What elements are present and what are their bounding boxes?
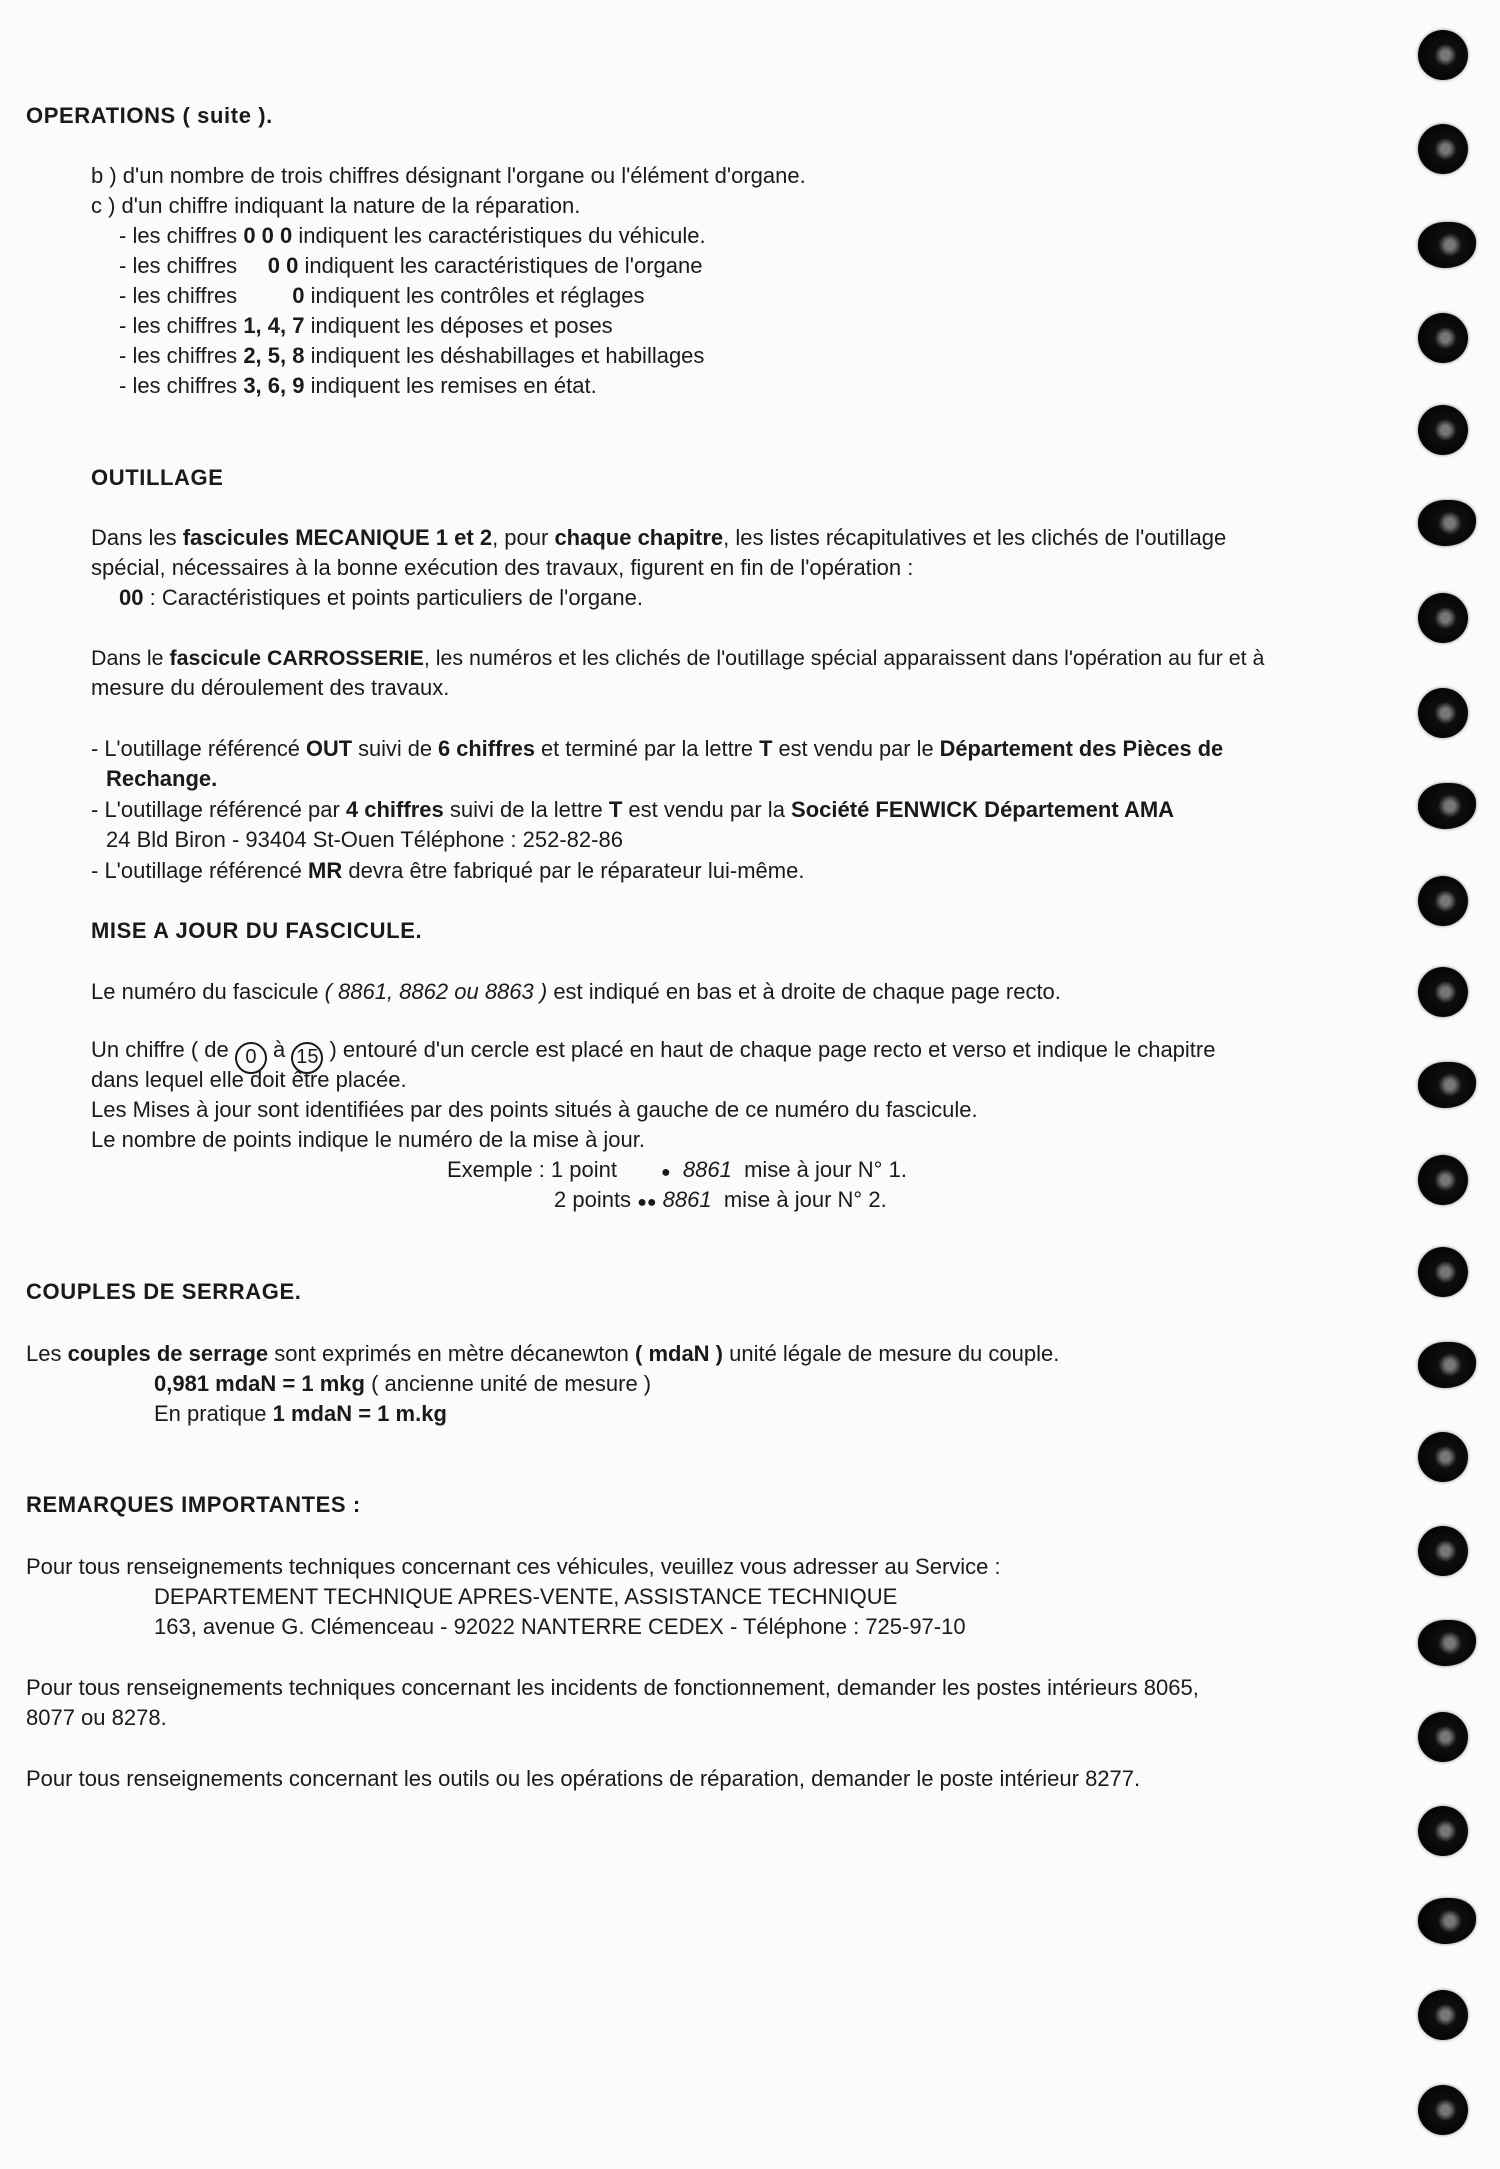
text: sont exprimés en mètre décanewton xyxy=(268,1341,635,1366)
text: ) entouré d'un cercle est placé en haut de chaque page recto et verso et indique le chapitre xyxy=(323,1037,1216,1062)
item-code: 0 0 xyxy=(267,253,299,278)
remarques-p2-line2: 8077 ou 8278. xyxy=(26,1705,167,1730)
operations-line-b: b ) d'un nombre de trois chiffres désignant l'organe ou l'élément d'organe. xyxy=(91,163,806,188)
item-text: indiquent les caractéristiques de l'organe xyxy=(298,253,703,278)
item-code: 0 0 0 xyxy=(243,223,293,248)
mise-a-jour-example-1 xyxy=(447,1155,907,1188)
couples-title: COUPLES DE SERRAGE. xyxy=(26,1279,302,1304)
bold-text: fascicule CARROSSERIE xyxy=(169,646,424,670)
binder-hole xyxy=(1418,500,1476,546)
binder-hole xyxy=(1418,1620,1476,1666)
text: et terminé par la lettre xyxy=(534,736,760,761)
mise-a-jour-example-2 xyxy=(554,1185,887,1218)
binder-hole xyxy=(1418,688,1468,738)
couples-line3 xyxy=(154,1399,447,1429)
binder-hole xyxy=(1418,593,1468,643)
operations-item xyxy=(119,371,597,401)
binder-hole xyxy=(1418,1155,1468,1205)
text: est indiqué en bas et à droite de chaque page recto. xyxy=(547,979,1061,1004)
code: 00 xyxy=(119,585,144,610)
text: mise à jour N° 2. xyxy=(723,1187,887,1212)
mise-a-jour-line3: Les Mises à jour sont identifiées par des points situés à gauche de ce numéro du fascicule. xyxy=(91,1097,978,1122)
text: - L'outillage référencé par xyxy=(91,797,346,822)
outillage-title: OUTILLAGE xyxy=(91,465,224,490)
item-text: - les chiffres xyxy=(119,313,244,338)
text: devra être fabriqué par le réparateur lui-même. xyxy=(342,858,805,883)
item-code: 2, 5, 8 xyxy=(243,343,305,368)
bold-text: T xyxy=(608,797,623,822)
update-dot: ●● xyxy=(637,1194,657,1211)
outillage-p1-line3 xyxy=(119,583,643,613)
circled-number: 0 xyxy=(235,1042,267,1074)
item-text: - les chiffres xyxy=(119,253,244,278)
bold-text: T xyxy=(759,736,773,761)
binder-hole xyxy=(1418,1342,1476,1388)
italic-text: ( 8861, 8862 ou 8863 ) xyxy=(324,979,548,1004)
text: - L'outillage référencé xyxy=(91,858,308,883)
text: suivi de xyxy=(352,736,439,761)
binder-hole xyxy=(1418,30,1468,80)
couples-p1 xyxy=(26,1339,1059,1369)
operations-line-c: c ) d'un chiffre indiquant la nature de la réparation. xyxy=(91,193,581,218)
outillage-p1-line1 xyxy=(91,523,1226,553)
outillage-p1-line2: spécial, nécessaires à la bonne exécution des travaux, figurent en fin de l'opération : xyxy=(91,555,914,580)
text: à xyxy=(266,1037,292,1062)
binder-hole xyxy=(1418,1432,1468,1482)
text: Exemple : 1 point xyxy=(447,1157,617,1182)
text: unité légale de mesure du couple. xyxy=(723,1341,1060,1366)
outillage-bullet-2-line2: 24 Bld Biron - 93404 St-Ouen Téléphone : 252-82-86 xyxy=(106,827,623,852)
remarques-p2: Pour tous renseignements techniques concernant les incidents de fonctionnement, demander les postes intérieurs 8065, xyxy=(26,1675,1199,1700)
binder-hole xyxy=(1418,405,1468,455)
bold-text: Société FENWICK Département AMA xyxy=(791,797,1175,822)
mise-a-jour-p2-line2: dans lequel elle doit être placée. xyxy=(91,1067,407,1092)
bold-text: ( mdaN ) xyxy=(635,1341,723,1366)
operations-item xyxy=(119,341,704,371)
text: Les xyxy=(26,1341,68,1366)
remarques-p1-line2: DEPARTEMENT TECHNIQUE APRES-VENTE, ASSISTANCE TECHNIQUE xyxy=(154,1584,898,1609)
binder-hole xyxy=(1418,967,1468,1017)
outillage-bullet-3 xyxy=(91,856,804,886)
text: Un chiffre ( de xyxy=(91,1037,235,1062)
text: : Caractéristiques et points particuliers de l'organe. xyxy=(143,585,643,610)
item-text: - les chiffres xyxy=(119,223,244,248)
fascicule-number: 8861 xyxy=(682,1157,732,1182)
item-text: indiquent les déposes et poses xyxy=(304,313,613,338)
outillage-p2-line2: mesure du déroulement des travaux. xyxy=(91,675,450,700)
text: ( ancienne unité de mesure ) xyxy=(364,1371,652,1396)
bold-text: 6 chiffres xyxy=(438,736,535,761)
item-text: indiquent les remises en état. xyxy=(304,373,597,398)
binder-hole xyxy=(1418,2085,1468,2135)
text: est vendu par le xyxy=(772,736,940,761)
outillage-bullet-1-line2 xyxy=(106,764,217,794)
operations-item xyxy=(119,221,706,251)
binder-hole xyxy=(1418,1898,1476,1944)
mise-a-jour-title: MISE A JOUR DU FASCICULE. xyxy=(91,918,423,943)
bold-text: Rechange. xyxy=(106,766,218,791)
bold-text: Département des Pièces de xyxy=(939,736,1224,761)
outillage-bullet-2 xyxy=(91,795,1174,825)
text: , les numéros et les clichés de l'outillage spécial apparaissent dans l'opération au fur et à xyxy=(423,646,1265,670)
text: Dans les xyxy=(91,525,183,550)
remarques-title: REMARQUES IMPORTANTES : xyxy=(26,1492,361,1517)
remarques-p1: Pour tous renseignements techniques concernant ces véhicules, veuillez vous adresser au Service : xyxy=(26,1554,1001,1579)
item-code: 1, 4, 7 xyxy=(243,313,305,338)
couples-line2 xyxy=(154,1369,651,1399)
text: , pour xyxy=(492,525,555,550)
bold-text: 4 chiffres xyxy=(345,797,444,822)
binder-hole xyxy=(1418,1806,1468,1856)
bold-text: OUT xyxy=(306,736,353,761)
bold-text: couples de serrage xyxy=(67,1341,269,1366)
text: Dans le xyxy=(91,646,170,670)
item-text: indiquent les caractéristiques du véhicule. xyxy=(292,223,706,248)
binder-hole xyxy=(1418,222,1476,268)
binder-hole xyxy=(1418,1062,1476,1108)
remarques-p1-line3: 163, avenue G. Clémenceau - 92022 NANTERRE CEDEX - Téléphone : 725-97-10 xyxy=(154,1614,966,1639)
binder-hole xyxy=(1418,124,1468,174)
bold-text: 1 mdaN = 1 m.kg xyxy=(272,1401,447,1426)
circled-number: 15 xyxy=(291,1042,323,1074)
operations-item xyxy=(119,251,702,281)
binder-hole xyxy=(1418,1712,1468,1762)
binder-holes xyxy=(1418,0,1478,2169)
item-text: indiquent les contrôles et réglages xyxy=(304,283,645,308)
bold-text: MR xyxy=(308,858,343,883)
operations-item xyxy=(119,311,613,341)
text: mise à jour N° 1. xyxy=(744,1157,907,1182)
mise-a-jour-p1 xyxy=(91,977,1061,1007)
bold-text: 0,981 mdaN = 1 mkg xyxy=(154,1371,365,1396)
binder-hole xyxy=(1418,1247,1468,1297)
text: - L'outillage référencé xyxy=(91,736,306,761)
item-text: - les chiffres xyxy=(119,373,244,398)
outillage-bullet-1 xyxy=(91,734,1223,764)
binder-hole xyxy=(1418,783,1476,829)
binder-hole xyxy=(1418,876,1468,926)
text: En pratique xyxy=(154,1401,273,1426)
binder-hole xyxy=(1418,313,1468,363)
binder-hole xyxy=(1418,1526,1468,1576)
remarques-p3: Pour tous renseignements concernant les outils ou les opérations de réparation, demander le poste intérieur 8277. xyxy=(26,1766,1141,1791)
text: , les listes récapitulatives et les clichés de l'outillage xyxy=(723,525,1227,550)
item-code: 0 xyxy=(292,283,305,308)
bold-text: chaque chapitre xyxy=(554,525,724,550)
text: suivi de la lettre xyxy=(443,797,609,822)
text: est vendu par la xyxy=(622,797,792,822)
text: Le numéro du fascicule xyxy=(91,979,325,1004)
mise-a-jour-line4: Le nombre de points indique le numéro de la mise à jour. xyxy=(91,1127,646,1152)
update-dot: ● xyxy=(660,1164,671,1181)
item-text: indiquent les déshabillages et habillages xyxy=(304,343,705,368)
outillage-p2-line1 xyxy=(91,643,1264,673)
bold-text: fascicules MECANIQUE 1 et 2 xyxy=(182,525,493,550)
item-text: - les chiffres xyxy=(119,343,244,368)
text: 2 points xyxy=(554,1187,632,1212)
fascicule-number: 8861 xyxy=(662,1187,712,1212)
item-text: - les chiffres xyxy=(119,283,244,308)
operations-item xyxy=(119,281,644,311)
binder-hole xyxy=(1418,1990,1468,2040)
item-code: 3, 6, 9 xyxy=(243,373,305,398)
operations-title: OPERATIONS ( suite ). xyxy=(26,103,273,128)
